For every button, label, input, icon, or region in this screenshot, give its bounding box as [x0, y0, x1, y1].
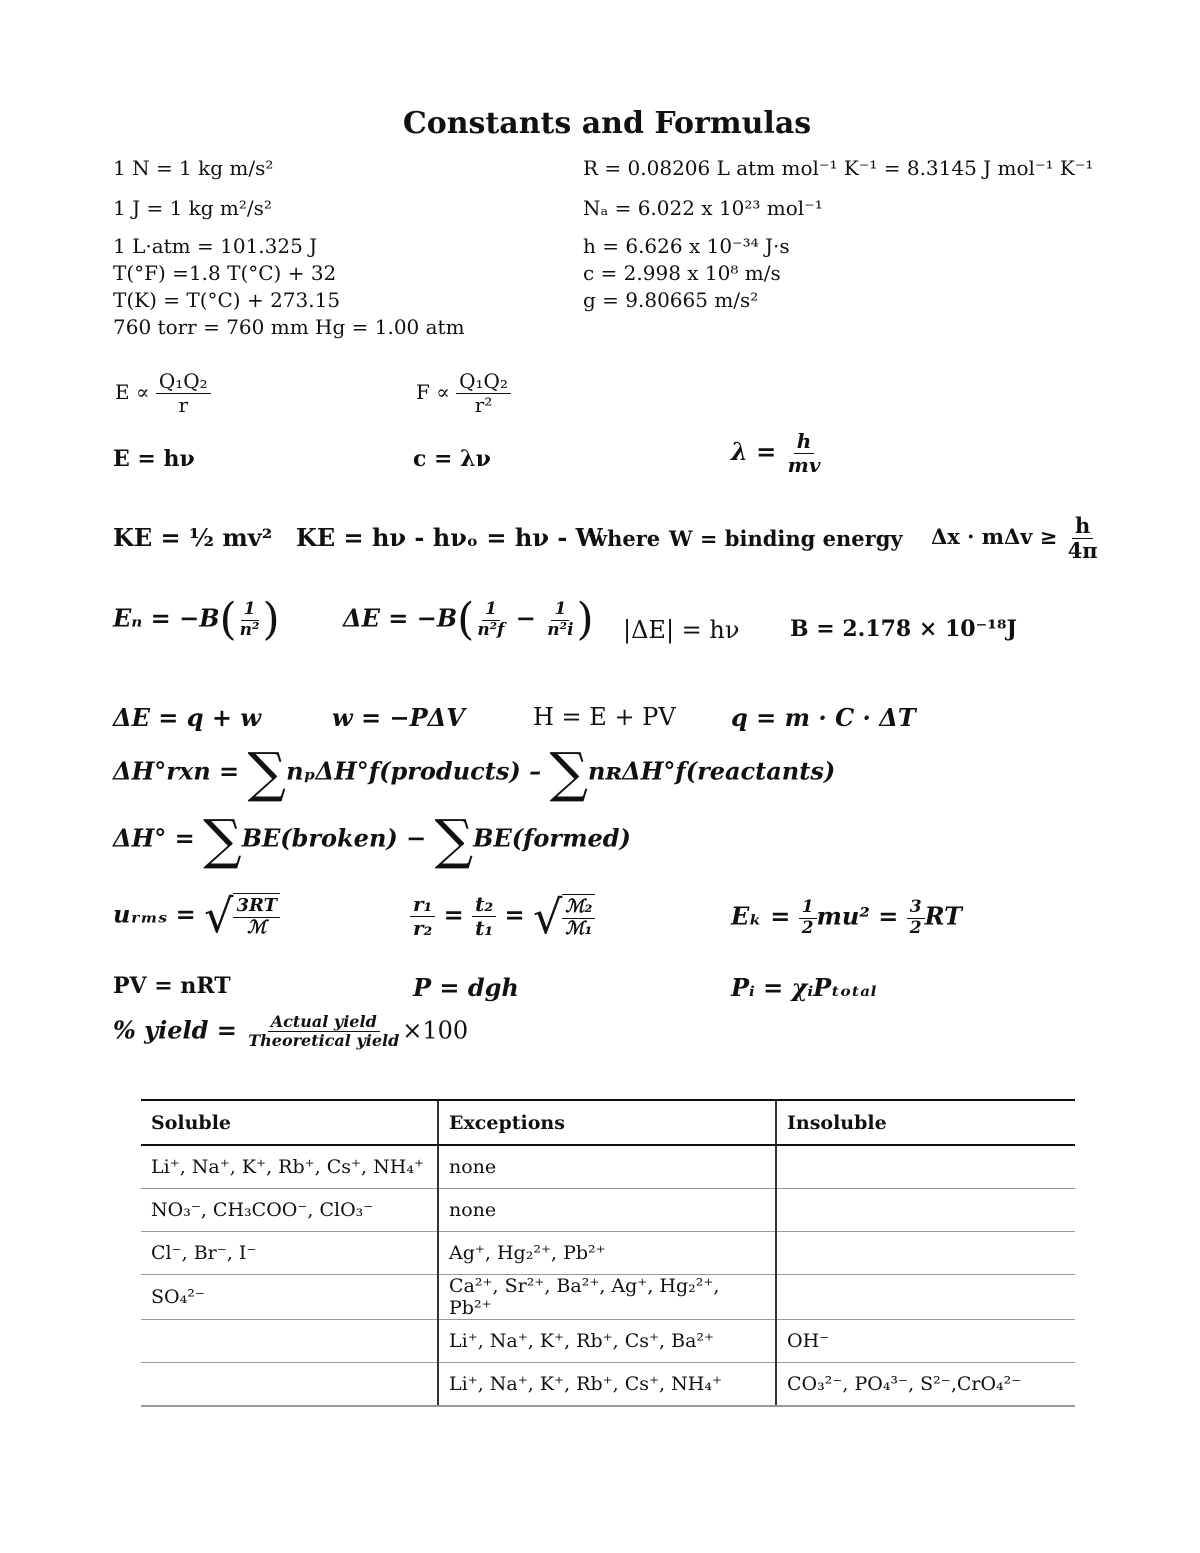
table-row: [141, 1275, 1075, 1320]
formula-e-hv: E = hν: [113, 446, 195, 472]
formula-c-lambda-nu: c = λν: [413, 446, 491, 472]
table-cell: Li⁺, Na⁺, K⁺, Rb⁺, Cs⁺, Ba²⁺: [438, 1320, 776, 1363]
constant-light-speed: c = 2.998 x 10⁸ m/s: [583, 261, 781, 285]
formula-bohr-delta: ΔE = −B( $\frac{1}{\text{n²f}}$ − $\frac{1}{\text{n²i}}$ ): [343, 594, 594, 645]
formula-heat: q = m · C · ΔT: [731, 703, 916, 732]
formula-where: where: [589, 526, 661, 551]
constant-joule: 1 J = 1 kg m²/s²: [113, 196, 272, 220]
page-title: Constants and Formulas: [402, 106, 812, 141]
formula-ke-photo: KE = hν - hνₒ = hν - W: [296, 523, 603, 552]
table-row: [141, 1363, 1075, 1407]
formula-graham: $\frac{\text{r₁}}{\text{r₂}}$ = $\frac{\text{t₂}}{\text{t₁}}$ = √ $\frac{\text{ℳ₂}}{\text{ℳ₁}}$: [410, 893, 595, 940]
formula-binding-energy: W = binding energy: [669, 526, 903, 551]
solubility-table: [141, 1099, 1075, 1407]
constant-planck: h = 6.626 x 10⁻³⁴ J·s: [583, 234, 790, 258]
table-cell: Ag⁺, Hg₂²⁺, Pb²⁺: [438, 1232, 776, 1275]
table-cell: Ca²⁺, Sr²⁺, Ba²⁺, Ag⁺, Hg₂²⁺, Pb²⁺: [438, 1275, 776, 1320]
table-cell: [776, 1232, 1075, 1275]
constant-pressure: 760 torr = 760 mm Hg = 1.00 atm: [113, 315, 465, 339]
table-row: [141, 1189, 1075, 1232]
formula-b-constant: B = 2.178 × 10⁻¹⁸J: [790, 616, 1017, 642]
formula-e-proportional: E ∝ $\frac{\text{Q₁Q₂}}{r}$: [115, 370, 211, 417]
constant-kelvin: T(K) = T(°C) + 273.15: [113, 288, 341, 312]
constant-gas-r: R = 0.08206 L atm mol⁻¹ K⁻¹ = 8.3145 J mol⁻¹ K⁻¹: [583, 156, 1094, 180]
formula-abs-delta-e: |ΔE| = hν: [623, 616, 740, 644]
header-insoluble: Insoluble: [776, 1100, 1075, 1145]
formula-de-broglie: λ = $\frac{h}{mv}$: [731, 429, 821, 477]
header-exceptions: Exceptions: [438, 1100, 776, 1145]
constant-avogadro: Nₐ = 6.022 x 10²³ mol⁻¹: [583, 196, 823, 220]
constant-latm: 1 L·atm = 101.325 J: [113, 234, 318, 258]
formula-percent-yield: % yield = $\frac{\text{Actual yield}}{\text{Theoretical yield}}$ ×100: [113, 1012, 469, 1051]
table-cell: [141, 1320, 438, 1363]
table-row: [141, 1232, 1075, 1275]
table-cell: [141, 1363, 438, 1407]
table-row: [141, 1145, 1075, 1189]
sum-icon: ∑: [434, 808, 474, 871]
sum-icon: ∑: [549, 741, 588, 804]
table-cell: SO₄²⁻: [141, 1275, 438, 1320]
table-cell: CO₃²⁻, PO₄³⁻, S²⁻,CrO₄²⁻: [776, 1363, 1075, 1407]
table-cell: Cl⁻, Br⁻, I⁻: [141, 1232, 438, 1275]
formula-ke-half: KE = ½ mv²: [113, 523, 273, 552]
table-cell: none: [438, 1145, 776, 1189]
sum-icon: ∑: [247, 741, 287, 804]
table-cell: none: [438, 1189, 776, 1232]
table-cell: [776, 1275, 1075, 1320]
formula-kinetic-energy: Eₖ = $\frac{1}{2}$ mu² = $\frac{3}{2}$ RT: [731, 897, 962, 938]
header-soluble: Soluble: [141, 1100, 438, 1145]
table-cell: [776, 1145, 1075, 1189]
table-cell: OH⁻: [776, 1320, 1075, 1363]
formula-first-law: ΔE = q + w: [113, 703, 261, 732]
formula-bohr-energy: Eₙ = −B( $\frac{1}{\text{n²}}$ ): [113, 594, 280, 645]
table-row: [141, 1320, 1075, 1363]
formula-hess: ΔH°rxn = ∑nₚΔH°f(products) – ∑nʀΔH°f(reactants): [113, 741, 836, 804]
formula-enthalpy: H = E + PV: [533, 703, 676, 731]
table-cell: Li⁺, Na⁺, K⁺, Rb⁺, Cs⁺, NH₄⁺: [141, 1145, 438, 1189]
table-cell: Li⁺, Na⁺, K⁺, Rb⁺, Cs⁺, NH₄⁺: [438, 1363, 776, 1407]
formula-bond-energy: ΔH° = ∑BE(broken) − ∑BE(formed): [113, 808, 631, 871]
constant-gravity: g = 9.80665 m/s²: [583, 288, 759, 312]
formula-dalton: Pᵢ = χᵢPₜₒₜₐₗ: [731, 973, 877, 1002]
formula-uncertainty: Δx · mΔv ≥ $\frac{h}{4\pi}$: [931, 513, 1098, 564]
sqrt-icon: √: [532, 889, 563, 944]
sqrt-icon: √: [204, 889, 234, 943]
formula-work: w = −PΔV: [332, 703, 465, 732]
table-cell: NO₃⁻, CH₃COO⁻, ClO₃⁻: [141, 1189, 438, 1232]
table-header-row: [141, 1100, 1075, 1145]
formula-f-proportional: F ∝ $\frac{\text{Q₁Q₂}}{\text{r²}}$: [416, 370, 511, 417]
table-cell: [776, 1189, 1075, 1232]
formula-ideal-gas: PV = nRT: [113, 973, 231, 999]
sum-icon: ∑: [203, 808, 242, 871]
constant-newton: 1 N = 1 kg m/s²: [113, 156, 274, 180]
formula-urms: uᵣₘₛ = √ $\frac{3RT}{\text{ℳ}}$: [113, 893, 280, 939]
constant-fahrenheit: T(°F) =1.8 T(°C) + 32: [113, 261, 337, 285]
formula-hydrostatic: P = dgh: [413, 973, 519, 1002]
